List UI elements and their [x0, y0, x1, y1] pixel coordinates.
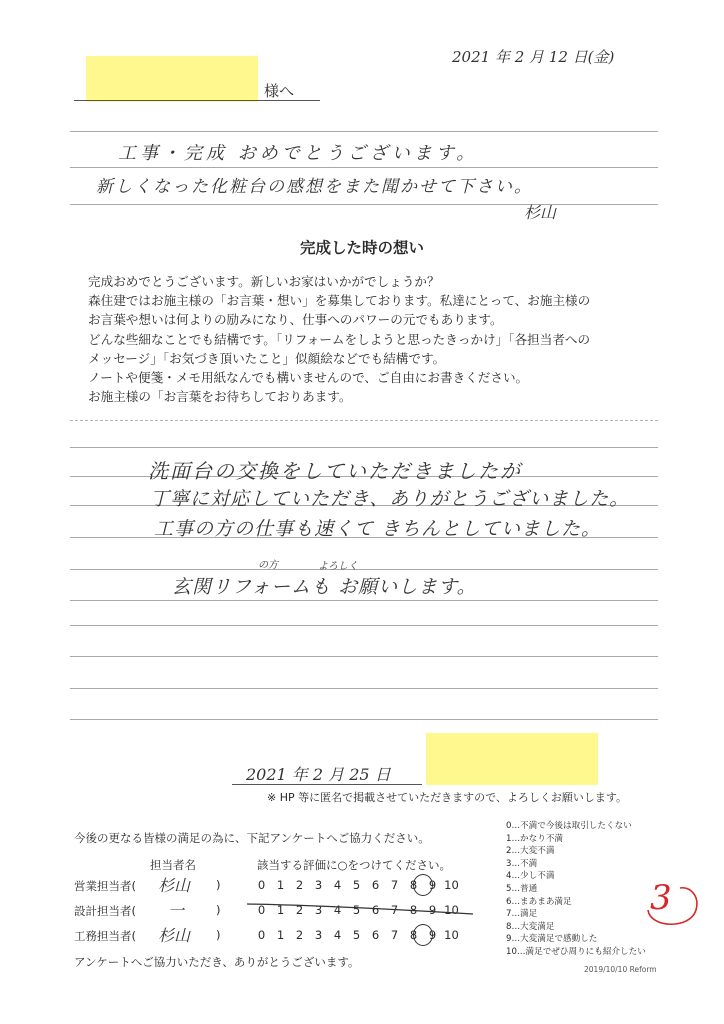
legend-item: 1…かなり不満 [506, 833, 564, 844]
staff-rule-1 [70, 131, 658, 132]
intro-line: ノートや便箋・メモ用紙なんでも構いませんので、ご自由にお書きください。 [88, 370, 529, 386]
rating-legend [506, 820, 646, 959]
survey-row-sales [74, 878, 136, 894]
role-label: 工務担当者( [74, 929, 136, 943]
legend-item: 9…大変満足で感動した [506, 934, 598, 945]
rating-option[interactable]: 3 [314, 903, 323, 917]
rating-option[interactable]: 6 [371, 878, 380, 892]
rating-option[interactable]: 10 [444, 928, 459, 942]
writing-rule [70, 420, 658, 421]
rating-option[interactable]: 8 [409, 878, 418, 892]
rating-option[interactable]: 4 [333, 928, 342, 942]
legend-item: 7…満足 [506, 909, 538, 920]
customer-message-line-1: 洗面台の交換をしていただきましたが [148, 459, 522, 483]
staff-rule-2 [70, 167, 658, 168]
writing-rule [70, 447, 658, 448]
close-paren: ) [216, 903, 221, 917]
survey-prompt: 今後の更なる皆様の満足の為に、下記アンケートへご協力ください。 [74, 831, 430, 845]
writing-rule [70, 719, 658, 720]
selected-rating-circle [413, 874, 433, 896]
intro-line: 森住建ではお施主様の「お言葉・想い」を募集しております。私達にとって、お施主様の [88, 293, 591, 309]
intro-line: どんな些細なことでも結構です。「リフォームをしようと思ったきっかけ」「各担当者への [88, 331, 591, 347]
rating-option[interactable]: 5 [352, 903, 361, 917]
recipient-suffix: 様へ [264, 82, 295, 100]
intro-line: お言葉や想いは何よりの励みになり、仕事へのパワーの元でもあります。 [88, 312, 503, 328]
legend-item: 6…まあまあ満足 [506, 896, 572, 907]
strike-through-line [245, 898, 477, 918]
rating-option[interactable]: 5 [352, 878, 361, 892]
writing-rule [70, 625, 658, 626]
staff-message-line-1: 工事・完成 おめでとうございます。 [118, 143, 479, 164]
customer-annotation-1: の方 [258, 560, 278, 571]
survey-col-staff: 担当者名 [150, 858, 196, 872]
form-version: 2019/10/10 Reform [584, 965, 657, 974]
customer-date: 2021 年 2 月 25 日 [246, 765, 391, 784]
customer-date-underline [232, 784, 422, 785]
close-paren: ) [216, 928, 221, 942]
role-label: 設計担当者( [74, 904, 136, 918]
staff-name-construction: 杉山 [158, 926, 191, 945]
customer-message-line-2: 丁寧に対応していただき、ありがとうございました。 [150, 488, 630, 510]
staff-rule-3 [70, 204, 658, 205]
survey-col-rating: 該当する評価に○をつけてください。 [257, 858, 452, 872]
rating-option[interactable]: 4 [333, 878, 342, 892]
header-date: 2021 年 2 月 12 日(金) [452, 48, 615, 66]
rating-option[interactable]: 9 [428, 878, 437, 892]
role-label: 営業担当者( [74, 879, 136, 893]
rating-option[interactable]: 6 [371, 903, 380, 917]
legend-item: 10…満足でぜひ周りにも紹介したい [506, 946, 646, 957]
survey-row-construction [74, 928, 136, 944]
rating-option[interactable]: 1 [276, 878, 285, 892]
publication-notice: ※ HP 等に匿名で掲載させていただきますので、よろしくお願いします。 [267, 791, 628, 804]
staff-name-sales: 杉山 [158, 876, 191, 895]
rating-option[interactable]: 8 [409, 903, 418, 917]
rating-option[interactable]: 0 [257, 878, 266, 892]
rating-option[interactable]: 3 [314, 928, 323, 942]
rating-option[interactable]: 2 [295, 903, 304, 917]
rating-option[interactable]: 2 [295, 928, 304, 942]
rating-option[interactable]: 1 [276, 903, 285, 917]
customer-message-line-3: 工事の方の仕事も速くて きちんとしていました。 [154, 518, 602, 540]
writing-rule [70, 600, 658, 601]
intro-line: お施主様の「お言葉をお待ちしておりあます。 [88, 389, 352, 405]
staff-message-line-2: 新しくなった化粧台の感想をまた聞かせて下さい。 [96, 177, 533, 197]
rating-option[interactable]: 3 [314, 878, 323, 892]
writing-rule [70, 688, 658, 689]
rating-option[interactable]: 8 [409, 928, 418, 942]
red-score-circle [640, 880, 700, 930]
legend-item: 3…不満 [506, 858, 538, 869]
intro-line: 完成おめでとうございます。新しいお家はいかがでしょうか？ [88, 274, 440, 289]
rating-option[interactable]: 10 [444, 903, 459, 917]
legend-item: 0…不満で今後は取引したくない [506, 821, 632, 831]
rating-option[interactable]: 7 [390, 878, 399, 892]
survey-thanks: アンケートへご協力いただき、ありがとうございます。 [74, 955, 360, 969]
rating-option[interactable]: 6 [371, 928, 380, 942]
rating-option[interactable]: 9 [428, 928, 437, 942]
rating-option[interactable]: 9 [428, 903, 437, 917]
legend-item: 4…少し不満 [506, 871, 555, 882]
rating-option[interactable]: 7 [390, 903, 399, 917]
staff-name-design: 一 [168, 901, 185, 920]
rating-option[interactable]: 10 [444, 878, 459, 892]
survey-row-design [74, 903, 136, 919]
customer-message-line-4: 玄関リフォームも お願いします。 [172, 576, 477, 598]
rating-option[interactable]: 1 [276, 928, 285, 942]
rating-option[interactable]: 0 [257, 903, 266, 917]
recipient-name-redaction [86, 56, 258, 102]
form-intro [88, 272, 590, 406]
rating-option[interactable]: 4 [333, 903, 342, 917]
legend-item: 5…普通 [506, 883, 538, 894]
rating-option[interactable]: 2 [295, 878, 304, 892]
customer-annotation-2: よろしく [318, 561, 358, 572]
writing-rule [70, 569, 658, 570]
legend-item: 8…大変満足 [506, 921, 555, 932]
close-paren: ) [216, 878, 221, 892]
writing-rule [70, 656, 658, 657]
rating-option[interactable]: 0 [257, 928, 266, 942]
customer-name-redaction [426, 733, 598, 785]
red-score-mark: 3 [650, 878, 672, 918]
form-title: 完成した時の想い [299, 239, 424, 257]
rating-option[interactable]: 7 [390, 928, 399, 942]
staff-signature: 杉山 [524, 203, 557, 222]
rating-option[interactable]: 5 [352, 928, 361, 942]
legend-item: 2…大変不満 [506, 846, 555, 857]
intro-line: メッセージ」「お気づき頂いたこと」似顔絵などでも結構です。 [88, 350, 446, 366]
selected-rating-circle [413, 924, 433, 946]
